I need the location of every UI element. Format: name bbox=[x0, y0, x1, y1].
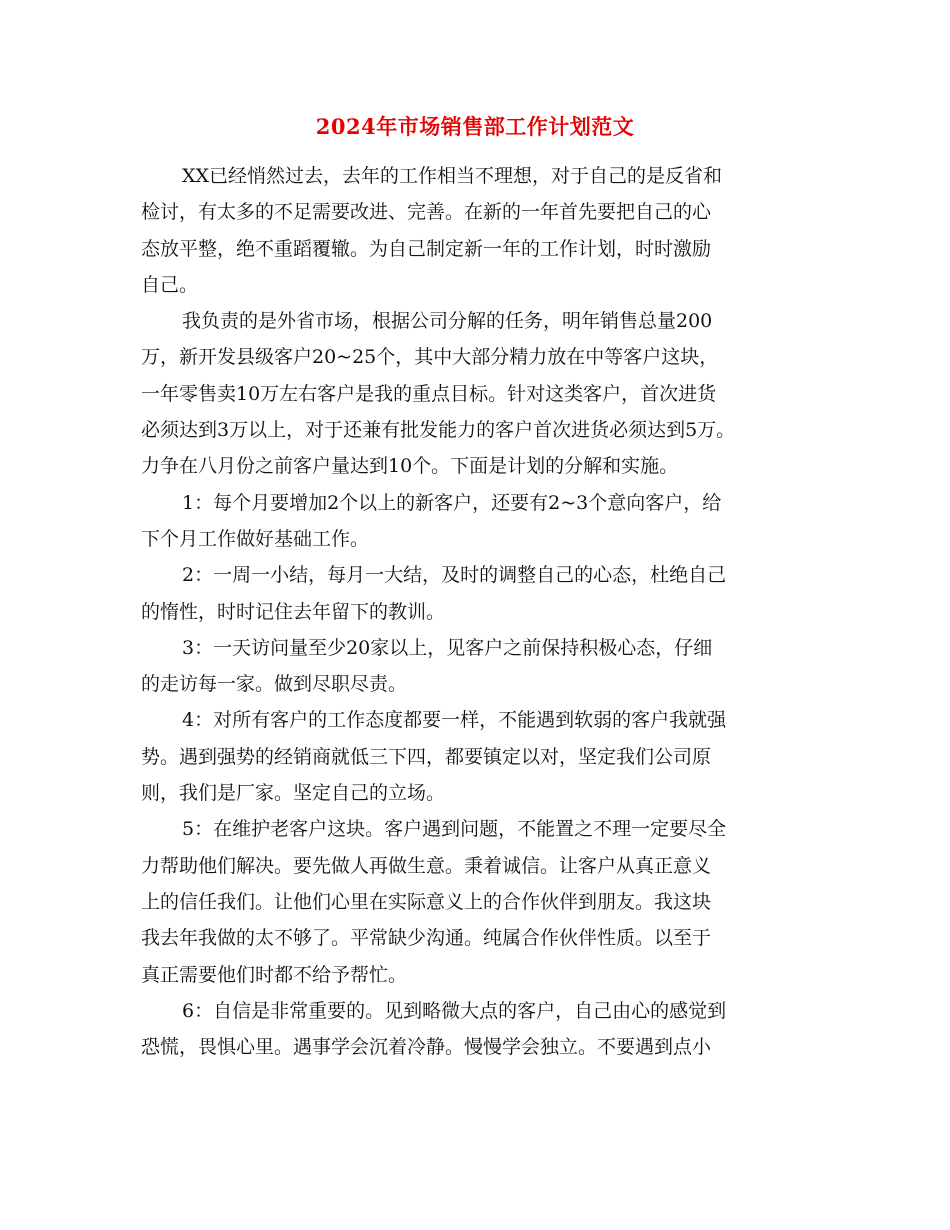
paragraph-line: 的走访每一家。做到尽职尽责。 bbox=[141, 673, 408, 696]
paragraph-line: 态放平整，绝不重蹈覆辙。为自己制定新一年的工作计划，时时激励 bbox=[141, 237, 712, 260]
paragraph-line: 力帮助他们解决。要先做人再做生意。秉着诚信。让客户从真正意义 bbox=[141, 854, 712, 877]
paragraph-line: 检讨，有太多的不足需要改进、完善。在新的一年首先要把自己的心 bbox=[141, 201, 712, 224]
paragraph-line: 恐慌，畏惧心里。遇事学会沉着冷静。慢慢学会独立。不要遇到点小 bbox=[141, 1036, 712, 1059]
paragraph-line: 自己。 bbox=[141, 273, 199, 296]
paragraph-line: 6：自信是非常重要的。见到略微大点的客户，自己由心的感觉到 bbox=[182, 999, 727, 1022]
paragraph-line: 万，新开发县级客户20~25个，其中大部分精力放在中等客户这块， bbox=[141, 346, 719, 369]
paragraph bbox=[141, 158, 811, 303]
paragraph bbox=[141, 485, 811, 558]
paragraph-line: 3：一天访问量至少20家以上，见客户之前保持积极心态，仔细 bbox=[182, 636, 713, 659]
paragraph-line: 力争在八月份之前客户量达到10个。下面是计划的分解和实施。 bbox=[141, 455, 679, 478]
paragraph-line: XX已经悄然过去，去年的工作相当不理想，对于自己的是反省和 bbox=[182, 165, 723, 187]
document-body bbox=[141, 158, 811, 1065]
paragraph-line: 则，我们是厂家。坚定自己的立场。 bbox=[141, 782, 446, 805]
paragraph-line: 2：一周一小结，每月一大结，及时的调整自己的心态，杜绝自己 bbox=[182, 564, 727, 587]
document-title: 2024年市场销售部工作计划范文 bbox=[315, 114, 635, 139]
paragraph-line: 我负责的是外省市场，根据公司分解的任务，明年销售总量200 bbox=[182, 310, 713, 333]
paragraph-line: 势。遇到强势的经销商就低三下四，都要镇定以对，坚定我们公司原 bbox=[141, 745, 712, 768]
paragraph-line: 4：对所有客户的工作态度都要一样，不能遇到软弱的客户我就强 bbox=[182, 709, 727, 732]
paragraph-line: 下个月工作做好基础工作。 bbox=[141, 527, 370, 550]
paragraph-line: 的惰性，时时记住去年留下的教训。 bbox=[141, 600, 446, 623]
paragraph-line: 1：每个月要增加2个以上的新客户，还要有2~3个意向客户，给 bbox=[182, 491, 722, 514]
paragraph-line: 一年零售卖10万左右客户是我的重点目标。针对这类客户，首次进货 bbox=[141, 382, 717, 405]
paragraph bbox=[141, 630, 811, 703]
paragraph bbox=[141, 557, 811, 630]
paragraph bbox=[141, 811, 811, 992]
paragraph-line: 5：在维护老客户这块。客户遇到问题，不能置之不理一定要尽全 bbox=[182, 818, 727, 841]
paragraph bbox=[141, 702, 811, 811]
paragraph bbox=[141, 303, 811, 484]
paragraph-line: 我去年我做的太不够了。平常缺少沟通。纯属合作伙伴性质。以至于 bbox=[141, 927, 712, 950]
paragraph-line: 真正需要他们时都不给予帮忙。 bbox=[141, 963, 408, 986]
paragraph-line: 上的信任我们。让他们心里在实际意义上的合作伙伴到朋友。我这块 bbox=[141, 890, 712, 913]
paragraph-line: 必须达到3万以上，对于还兼有批发能力的客户首次进货必须达到5万。 bbox=[141, 419, 736, 442]
paragraph bbox=[141, 993, 811, 1066]
